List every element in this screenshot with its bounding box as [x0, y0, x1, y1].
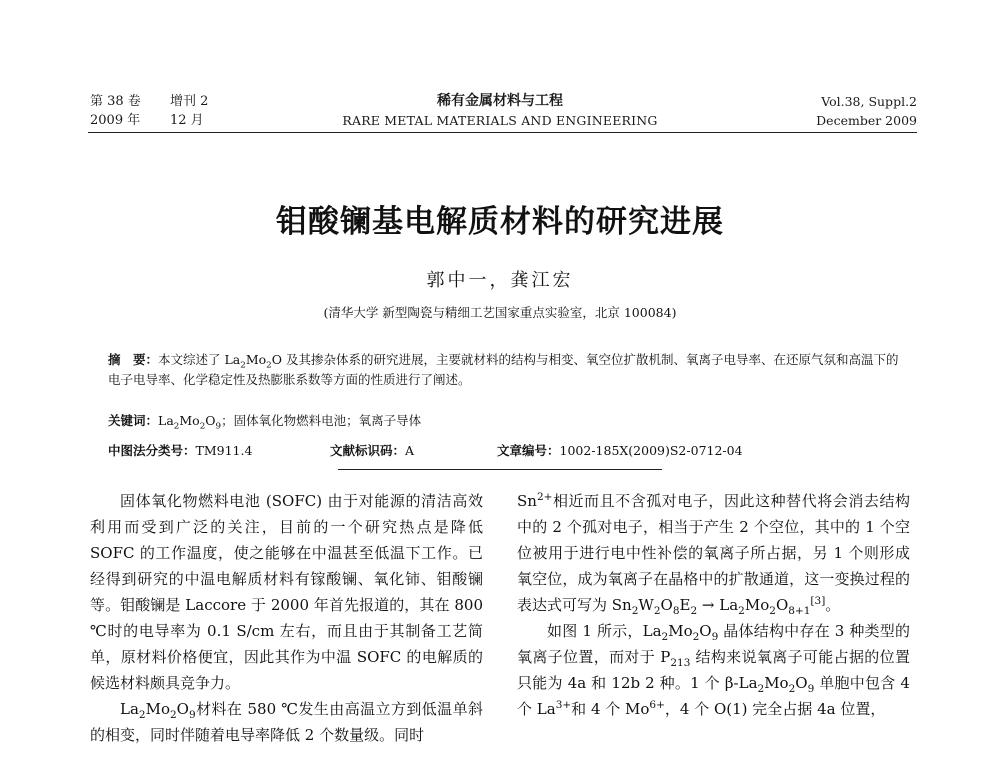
- body-left-column: [90, 488, 483, 748]
- body-paragraph: $Sn^{2+}$相近而且不含孤对电子，因此这种替代将会消去结构中的 2 个孤对电子，相当于产生 2 个空位，其中的 1 个空位被用于进行电中性补偿的氧离子所占据，另 1 个则形成氧空位，成为氧离子在晶格中的扩散通道，这一变换过程的表达式可写为 $Sn_2W_2O_8E_2 \to La_2Mo_2O_{8+1}[3]$。: [517, 491, 910, 617]
- body-paragraph: 如图 1 所示，$La_2Mo_2O_9$ 晶体结构中存在 3 种类型的氧离子位置，而对于 $P_{213}$ 结构来说氧离子可能占据的位置只能为 4a 和 12b 2 种。1 个 $\beta-La_2Mo_2O_9$ 单胞中包含 4 个 $La^{3+}$和 4 个 $Mo^{6+}$，4 个 O(1) 完全占据 4a 位置，: [517, 622, 910, 718]
- year: 2009 年: [90, 113, 141, 128]
- header-rule: [88, 132, 917, 133]
- affiliation: (清华大学 新型陶瓷与精细工艺国家重点实验室，北京 100084): [323, 305, 677, 320]
- document-code: 文献标识码：A: [330, 443, 415, 458]
- article-number: 文章编号：1002-185X(2009)S2-0712-04: [497, 443, 743, 458]
- abstract-label: 摘 要：: [108, 352, 159, 367]
- authors: 郭中一，龚江宏: [426, 270, 574, 291]
- keywords: 关键词：$La_2Mo_2O_9$；固体氧化物燃料电池；氧离子导体: [108, 413, 422, 432]
- journal-title-cn: 稀有金属材料与工程: [437, 93, 563, 109]
- header-issue-en: [816, 92, 917, 130]
- abstract: 摘 要：本文综述了 $La_2Mo_2O$ 及其掺杂体系的研究进展，主要就材料的结构与相变、氧空位扩散机制、氧离子电导率、在还原气氛和高温下的电子电导率、化学稳定性及热膨胀系数等方面的性质进行了阐述。: [108, 352, 899, 387]
- citation-ref[interactable]: [3]: [810, 595, 826, 607]
- volume-en: Vol.38, Suppl.2: [821, 94, 917, 109]
- body-paragraph: $La_2Mo_2O_9$材料在 580 ℃发生由高温立方到低温单斜的相变，同时伴随着电导率降低 2 个数量级。同时: [90, 700, 483, 744]
- month: 12 月: [170, 113, 204, 128]
- section-divider: [338, 469, 662, 470]
- body-paragraph: 固体氧化物燃料电池 (SOFC) 由于对能源的清洁高效利用而受到广泛的关注，目前的一个研究热点是降低 SOFC 的工作温度，使之能够在中温甚至低温下工作。已经得到研究的中温电解质材料有镓酸镧、氧化铈、钼酸镧等。钼酸镧是 Laccore 于 2000 年首先报道的，其在 800 ℃时的电导率为 0.1 S/cm 左右，而且由于其制备工艺简单，原材料价格便宜，因此其作为中温 SOFC 的电解质的候选材料颇具竞争力。: [90, 492, 483, 692]
- journal-title-en: RARE METAL MATERIALS AND ENGINEERING: [342, 113, 658, 128]
- volume: 第 38 卷: [90, 94, 141, 109]
- body-right-column: [517, 488, 910, 722]
- date-en: December 2009: [816, 113, 917, 128]
- issue: 增刊 2: [170, 94, 209, 109]
- keywords-label: 关键词：: [108, 413, 159, 428]
- clc-number: 中图法分类号：TM911.4: [108, 443, 253, 458]
- article-title: 钼酸镧基电解质材料的研究进展: [276, 204, 724, 240]
